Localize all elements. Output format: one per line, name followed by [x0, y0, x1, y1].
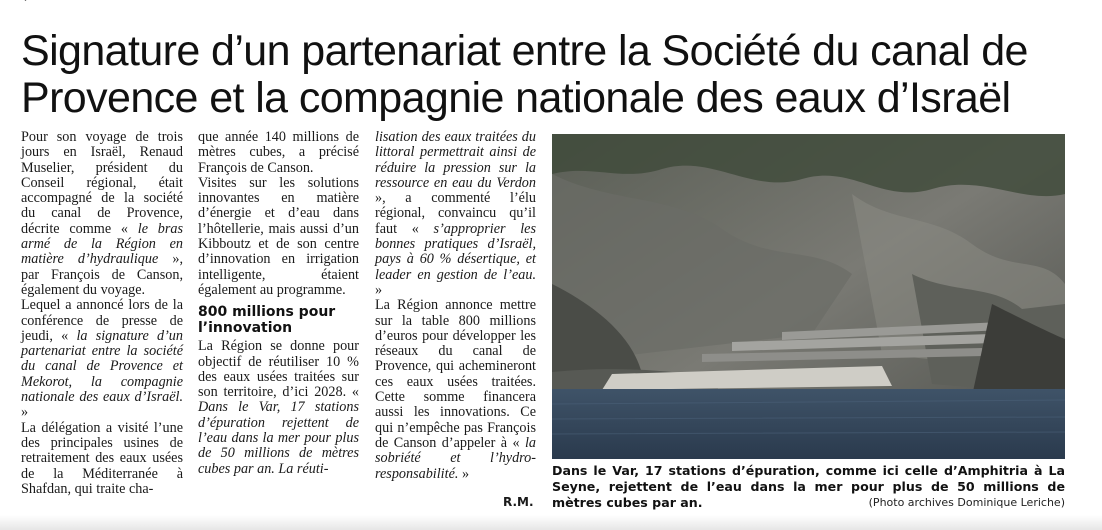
paragraph: Visites sur les solutions innovantes en matière d’énergie et d’eau dans l’hôtellerie, mais aussi d’un Kibboutz et de son centre d’innovation en irrigation intelligente, étaient également au programme. — [198, 174, 359, 298]
page-bottom-shade — [0, 515, 1102, 530]
article-column-3 — [375, 130, 536, 482]
paragraph: La Région annonce mettre sur la table 800 millions d’euros pour développer les réseaux du canal de Provence, qui achemineront ces eaux usées traitées. Cette somme financera aussi les innovations. Ce qui n’empêche pas François de Canson d’appeler à « la sobriété et l’hydro-responsabilité. » — [375, 297, 536, 482]
paragraph: La délégation a visité l’une des principales usines de retraitement des eaux usées de la Méditerranée à Shafdan, qui traite cha- — [21, 419, 183, 497]
paragraph: Lequel a annoncé lors de la conférence de presse de jeudi, « la signature d’un partenariat entre la société du canal de Provence et Mekorot, la compagnie nationale des eaux d’Israël. » — [21, 297, 183, 421]
paragraph: Pour son voyage de trois jours en Israël, Renaud Muselier, président du Conseil régional, était accompagné de la société du canal de Provence, décrite comme « le bras armé de la Région en matière d’hydraulique », par François de Canson, également du voyage. — [21, 129, 184, 298]
cropped-previous-line — [0, 0, 1102, 6]
article-column-2 — [198, 130, 359, 477]
section-subheading: 800 millions pour l’innovation — [198, 304, 336, 337]
article-photo — [552, 134, 1065, 459]
paragraph: que année 140 millions de mètres cubes, a précisé François de Canson. — [198, 129, 359, 176]
photo-caption: Dans le Var, 17 stations d’épuration, comme ici celle d’Amphitria à La Seyne, rejettent de l’eau dans la mer pour plus de 50 millions de mètres cubes par an. — [552, 463, 1065, 510]
author-signature: R.M. — [503, 495, 534, 509]
article-headline: Signature d’un partenariat entre la Société du canal de Provence et la compagnie nationale des eaux d’Israël — [21, 27, 1028, 122]
photo-credit: (Photo archives Dominique Leriche) — [868, 496, 1065, 509]
paragraph: lisation des eaux traitées du littoral permettrait ainsi de réduire la pression sur la ressource en eau du Verdon », a commenté l’élu régional, convaincu qu’il faut « s’approprier les bonnes pratiques d’Israël, pays à 60 % désertique, et leader en gestion de l’eau. » — [375, 129, 536, 298]
article-column-1 — [21, 130, 183, 497]
coastal-cliff-photo-illustration — [552, 134, 1065, 459]
paragraph: La Région se donne pour objectif de réutiliser 10 % des eaux usées traitées sur son territoire, d’ici 2028. « Dans le Var, 17 stations d’épuration rejettent de l’eau dans la mer pour plus de 50 millions de mètres cubes par an. La réuti- — [198, 338, 359, 477]
